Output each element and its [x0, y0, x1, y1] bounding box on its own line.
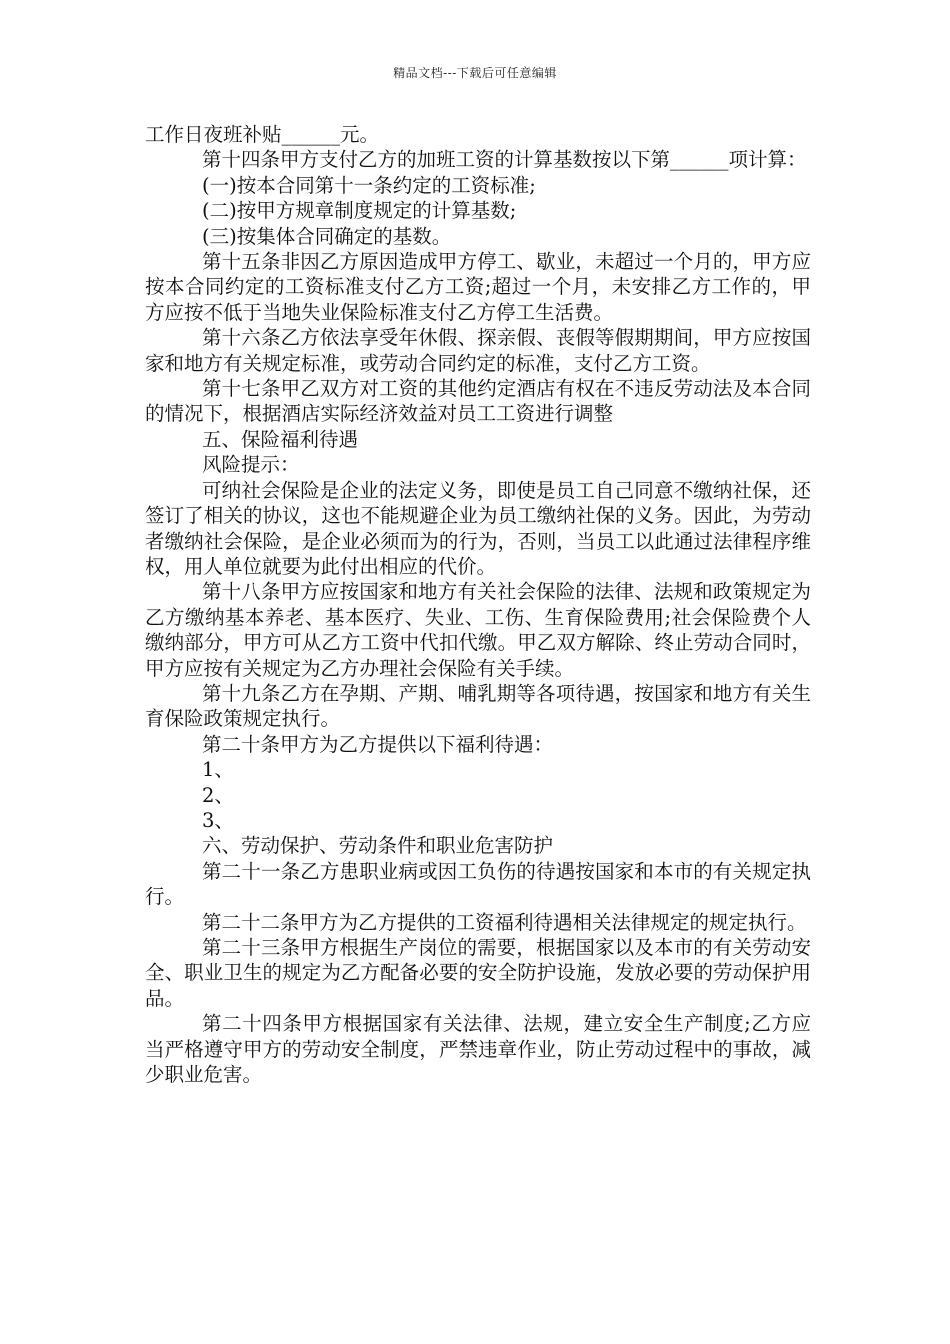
paragraph: (二)按甲方规章制度规定的计算基数; [202, 199, 517, 223]
paragraph: 第二十四条甲方根据国家有关法律、法规，建立安全生产制度;乙方应当严格遵守甲方的劳动安全制度，严禁违章作业，防止劳动过程中的事故，减少职业危害。 [145, 1012, 811, 1087]
document-body [145, 122, 811, 1087]
paragraph: 第十八条甲方应按国家和地方有关社会保险的法律、法规和政策规定为乙方缴纳基本养老、基本医疗、失业、工伤、生育保险费用;社会保险费个人缴纳部分，甲方可从乙方工资中代扣代缴。甲乙双方解除、终止劳动合同时，甲方应按有关规定为乙方办理社会保险有关手续。 [145, 580, 811, 680]
page-header: 精品文档---下载后可任意编辑 [393, 66, 557, 80]
paragraph: 第十六条乙方依法享受年休假、探亲假、丧假等假期期间，甲方应按国家和地方有关规定标准，或劳动合同约定的标准，支付乙方工资。 [145, 326, 811, 375]
paragraph: 五、保险福利待遇 [202, 427, 359, 451]
paragraph: 第二十二条甲方为乙方提供的工资福利待遇相关法律规定的规定执行。 [202, 910, 807, 934]
paragraph: 六、劳动保护、劳动条件和职业危害防护 [202, 834, 554, 858]
paragraph: (三)按集体合同确定的基数。 [202, 224, 452, 248]
paragraph: 第十五条非因乙方原因造成甲方停工、歇业，未超过一个月的，甲方应按本合同约定的工资标准支付乙方工资;超过一个月，未安排乙方工作的，甲方应按不低于当地失业保险标准支付乙方停工生活费。 [145, 250, 811, 324]
paragraph: 第二十一条乙方患职业病或因工负伤的待遇按国家和本市的有关规定执行。 [145, 859, 811, 909]
paragraph: 2、 [202, 783, 234, 807]
paragraph: (一)按本合同第十一条约定的工资标准; [202, 173, 536, 197]
paragraph: 风险提示： [202, 453, 300, 477]
paragraph: 第十九条乙方在孕期、产期、哺乳期等各项待遇，按国家和地方有关生育保险政策规定执行。 [145, 681, 811, 731]
paragraph: 第二十条甲方为乙方提供以下福利待遇： [202, 732, 554, 756]
paragraph: 第十七条甲乙双方对工资的其他约定酒店有权在不违反劳动法及本合同的情况下，根据酒店实际经济效益对员工工资进行调整 [145, 377, 811, 426]
paragraph: 3、 [202, 808, 234, 832]
paragraph: 1、 [202, 758, 234, 782]
paragraph: 工作日夜班补贴______元。 [145, 123, 380, 146]
paragraph: 第十四条甲方支付乙方的加班工资的计算基数按以下第______项计算： [202, 148, 807, 172]
paragraph: 可纳社会保险是企业的法定义务，即使是员工自己同意不缴纳社保，还签订了相关的协议，这也不能规避企业为员工缴纳社保的义务。因此，为劳动者缴纳社会保险，是企业必须而为的行为，否则，当员工以此通过法律程序维权，用人单位就要为此付出相应的代价。 [145, 478, 811, 578]
paragraph: 第二十三条甲方根据生产岗位的需要，根据国家以及本市的有关劳动安全、职业卫生的规定为乙方配备必要的安全防护设施，发放必要的劳动保护用品。 [145, 936, 811, 1010]
